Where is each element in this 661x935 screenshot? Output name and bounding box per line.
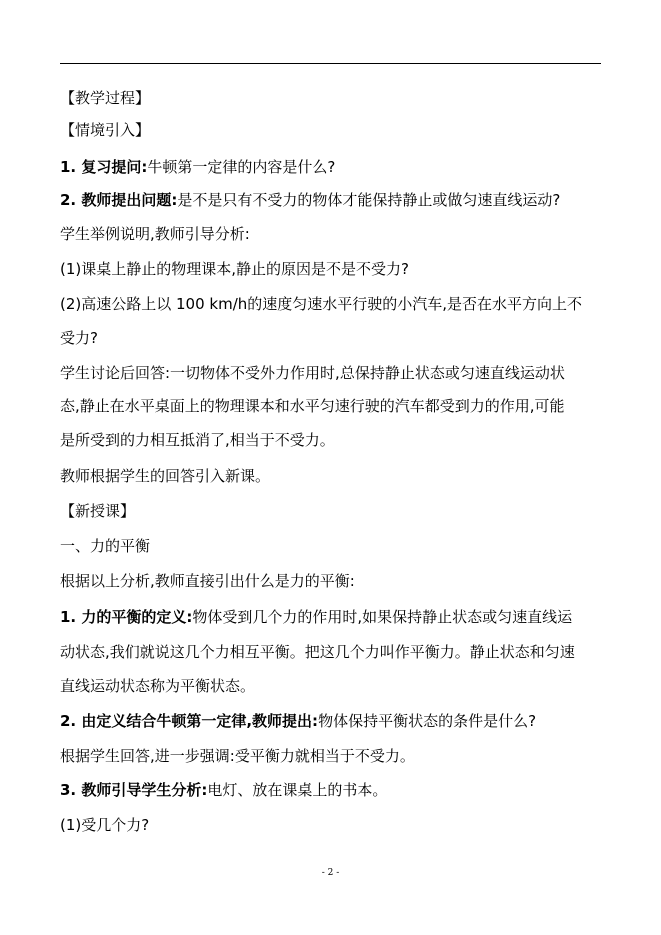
body-text: 是所受到的力相互抵消了,相当于不受力。 bbox=[60, 431, 335, 449]
body-text: 【教学过程】 bbox=[60, 89, 151, 107]
text-line bbox=[60, 571, 605, 591]
body-text: 态,静止在水平桌面上的物理课本和水平匀速行驶的汽车都受到力的作用,可能 bbox=[60, 397, 565, 415]
text-line bbox=[60, 642, 605, 662]
body-text: 一、力的平衡 bbox=[60, 537, 151, 555]
bold-heading-text: 3. 教师引导学生分析: bbox=[60, 781, 208, 799]
body-text: 电灯、放在课桌上的书本。 bbox=[207, 781, 388, 799]
body-text: 牛顿第一定律的内容是什么? bbox=[147, 158, 336, 176]
body-text: 根据学生回答,进一步强调:受平衡力就相当于不受力。 bbox=[60, 747, 415, 765]
body-text: 直线运动状态称为平衡状态。 bbox=[60, 677, 256, 695]
body-text: 【情境引入】 bbox=[60, 121, 151, 139]
text-line bbox=[60, 711, 605, 731]
body-text: 根据以上分析,教师直接引出什么是力的平衡: bbox=[60, 572, 355, 590]
text-line bbox=[60, 363, 605, 383]
text-line bbox=[60, 157, 605, 177]
text-line bbox=[60, 780, 605, 800]
bold-heading-text: 2. 教师提出问题: bbox=[60, 191, 178, 209]
body-text: 学生讨论后回答:一切物体不受外力作用时,总保持静止状态或匀速直线运动状 bbox=[60, 364, 565, 382]
text-line bbox=[60, 607, 605, 627]
text-line bbox=[60, 501, 605, 521]
body-text: (1)受几个力? bbox=[60, 816, 150, 834]
text-line bbox=[60, 536, 605, 556]
body-text: 受力? bbox=[60, 329, 98, 347]
bold-heading-text: 1. 力的平衡的定义: bbox=[60, 608, 193, 626]
body-text: 物体保持平衡状态的条件是什么? bbox=[318, 712, 537, 730]
body-text: 学生举例说明,教师引导分析: bbox=[60, 225, 250, 243]
body-text: 物体受到几个力的作用时,如果保持静止状态或匀速直线运 bbox=[192, 608, 573, 626]
body-text: 动状态,我们就说这几个力相互平衡。把这几个力叫作平衡力。静止状态和匀速 bbox=[60, 643, 575, 661]
text-line bbox=[60, 466, 605, 486]
text-line bbox=[60, 815, 605, 835]
text-line bbox=[60, 190, 605, 210]
text-line bbox=[60, 88, 605, 108]
body-text: 是不是只有不受力的物体才能保持静止或做匀速直线运动? bbox=[177, 191, 561, 209]
text-line bbox=[60, 746, 605, 766]
body-text: (1)课桌上静止的物理课本,静止的原因是不是不受力? bbox=[60, 260, 409, 278]
text-line bbox=[60, 328, 605, 348]
page-number: - 2 - bbox=[321, 868, 340, 878]
text-line bbox=[60, 676, 605, 696]
body-text: (2)高速公路上以 100 km/h的速度匀速水平行驶的小汽车,是否在水平方向上不 bbox=[60, 295, 583, 313]
header-rule bbox=[60, 63, 601, 64]
text-line bbox=[60, 259, 605, 279]
bold-heading-text: 1. 复习提问: bbox=[60, 158, 148, 176]
text-line bbox=[60, 396, 605, 416]
body-text: 教师根据学生的回答引入新课。 bbox=[60, 467, 271, 485]
body-text: 【新授课】 bbox=[60, 502, 136, 520]
text-line bbox=[60, 120, 605, 140]
bold-heading-text: 2. 由定义结合牛顿第一定律,教师提出: bbox=[60, 712, 319, 730]
text-line bbox=[60, 294, 605, 314]
text-line bbox=[60, 224, 605, 244]
text-line bbox=[60, 430, 605, 450]
